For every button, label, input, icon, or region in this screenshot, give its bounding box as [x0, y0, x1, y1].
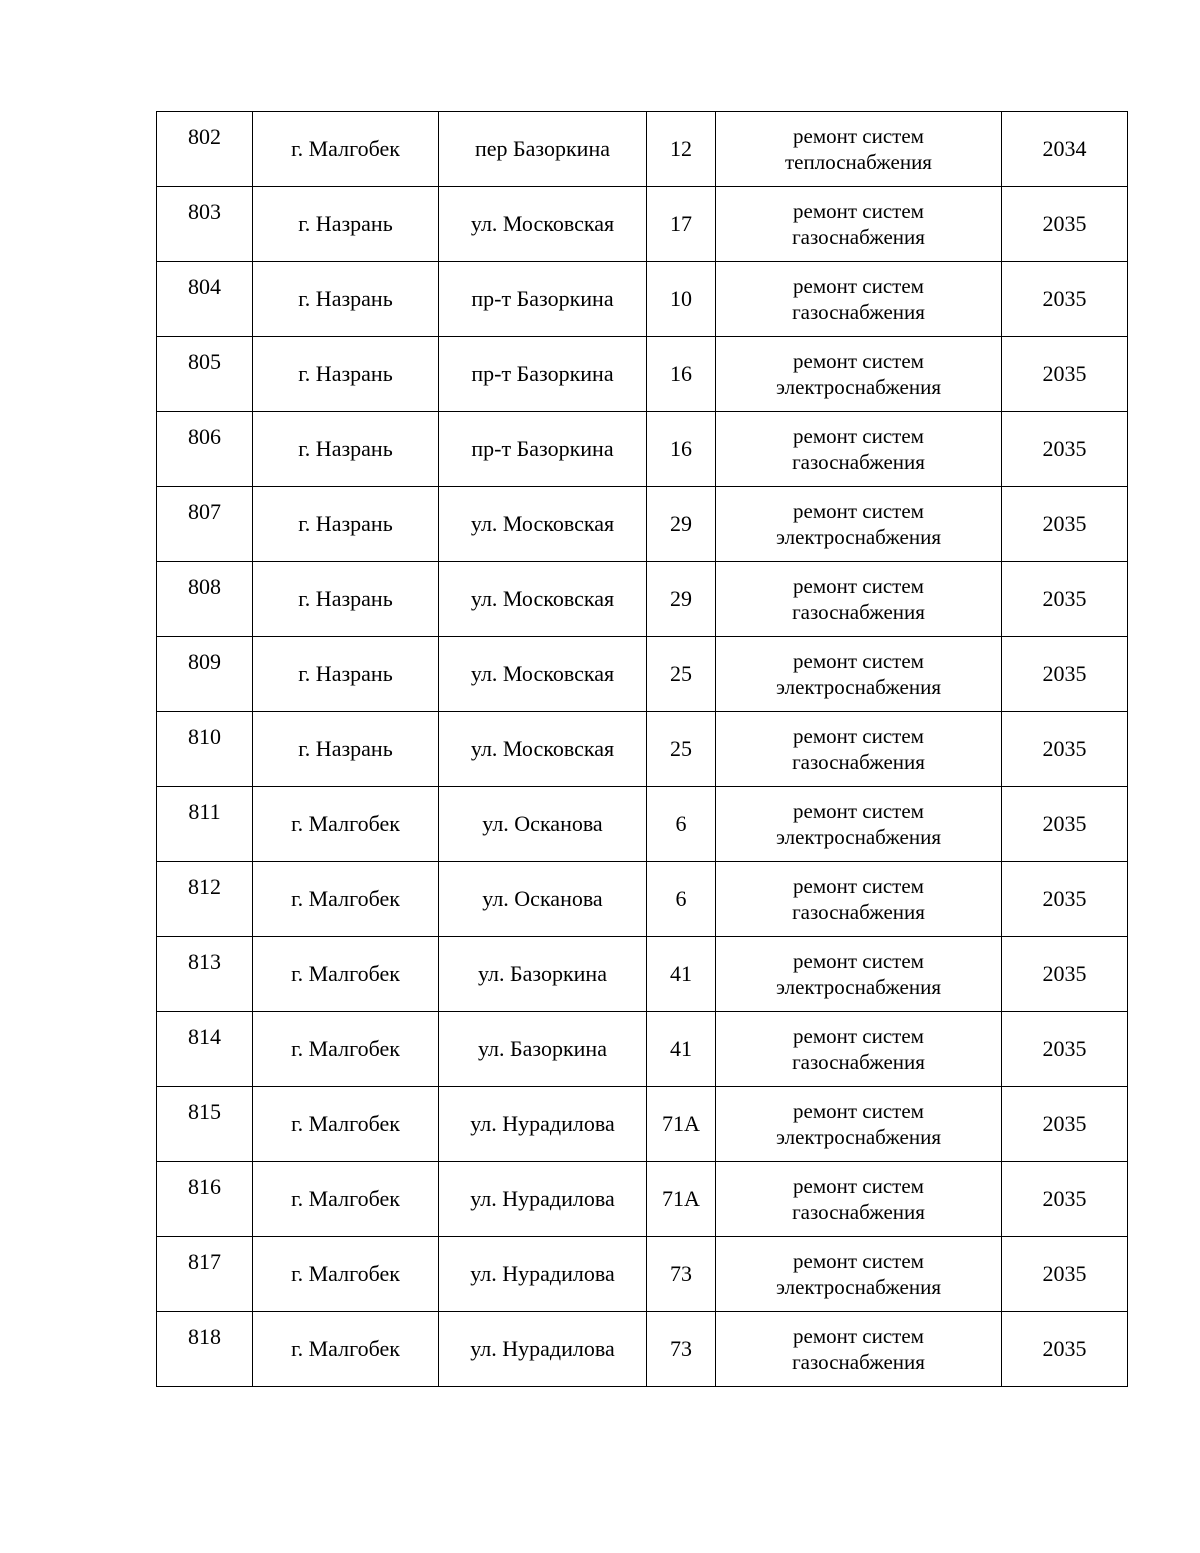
- house-number-cell: 16: [647, 412, 716, 487]
- row-number-cell: 811: [157, 787, 253, 862]
- street-cell: ул. Базоркина: [439, 1012, 647, 1087]
- street-cell: ул. Московская: [439, 562, 647, 637]
- city-cell: г. Малгобек: [253, 1162, 439, 1237]
- house-number-cell: 41: [647, 1012, 716, 1087]
- work-type-line: ремонт систем: [793, 1324, 924, 1348]
- row-number-cell: 806: [157, 412, 253, 487]
- work-type-cell: [716, 1312, 1002, 1387]
- year-cell: 2035: [1002, 1087, 1128, 1162]
- work-system-line: электроснабжения: [775, 525, 942, 549]
- city-cell: г. Назрань: [253, 412, 439, 487]
- street-cell: ул. Нурадилова: [439, 1312, 647, 1387]
- year-cell: 2035: [1002, 1237, 1128, 1312]
- work-system-line: теплоснабжения: [785, 150, 932, 174]
- work-system-line: газоснабжения: [792, 225, 925, 249]
- work-system-line: газоснабжения: [792, 750, 925, 774]
- house-number-cell: 12: [647, 112, 716, 187]
- work-type-cell: [716, 637, 1002, 712]
- street-cell: ул. Московская: [439, 487, 647, 562]
- work-type-cell: [716, 787, 1002, 862]
- year-cell: 2035: [1002, 1012, 1128, 1087]
- work-system-line: газоснабжения: [792, 900, 925, 924]
- table-row: [157, 412, 1128, 487]
- year-cell: 2035: [1002, 412, 1128, 487]
- table-row: [157, 787, 1128, 862]
- city-cell: г. Малгобек: [253, 1087, 439, 1162]
- work-system-line: газоснабжения: [792, 1050, 925, 1074]
- work-system-line: газоснабжения: [792, 600, 925, 624]
- table-row: [157, 712, 1128, 787]
- work-type-line: ремонт систем: [793, 1249, 924, 1273]
- street-cell: ул. Нурадилова: [439, 1162, 647, 1237]
- row-number-cell: 802: [157, 112, 253, 187]
- work-type-cell: [716, 562, 1002, 637]
- row-number-cell: 815: [157, 1087, 253, 1162]
- table-row: [157, 1087, 1128, 1162]
- table-row: [157, 1237, 1128, 1312]
- work-type-line: ремонт систем: [793, 949, 924, 973]
- table-row: [157, 262, 1128, 337]
- work-system-line: электроснабжения: [775, 675, 942, 699]
- house-number-cell: 29: [647, 487, 716, 562]
- street-cell: ул. Московская: [439, 712, 647, 787]
- row-number-cell: 803: [157, 187, 253, 262]
- street-cell: пер Базоркина: [439, 112, 647, 187]
- house-number-cell: 25: [647, 637, 716, 712]
- row-number-cell: 818: [157, 1312, 253, 1387]
- work-type-line: ремонт систем: [793, 649, 924, 673]
- work-type-line: ремонт систем: [793, 574, 924, 598]
- street-cell: ул. Осканова: [439, 862, 647, 937]
- street-cell: ул. Нурадилова: [439, 1087, 647, 1162]
- repair-schedule-table: [156, 111, 1128, 1387]
- year-cell: 2035: [1002, 337, 1128, 412]
- year-cell: 2035: [1002, 1162, 1128, 1237]
- work-type-cell: [716, 1012, 1002, 1087]
- house-number-cell: 41: [647, 937, 716, 1012]
- work-type-line: ремонт систем: [793, 1024, 924, 1048]
- year-cell: 2035: [1002, 637, 1128, 712]
- work-system-line: электроснабжения: [775, 825, 942, 849]
- work-type-line: ремонт систем: [793, 499, 924, 523]
- work-type-line: ремонт систем: [793, 349, 924, 373]
- work-type-cell: [716, 937, 1002, 1012]
- year-cell: 2035: [1002, 712, 1128, 787]
- row-number-cell: 814: [157, 1012, 253, 1087]
- city-cell: г. Назрань: [253, 637, 439, 712]
- work-type-cell: [716, 862, 1002, 937]
- city-cell: г. Малгобек: [253, 1012, 439, 1087]
- work-type-cell: [716, 412, 1002, 487]
- city-cell: г. Малгобек: [253, 1312, 439, 1387]
- work-type-line: ремонт систем: [793, 1174, 924, 1198]
- table-row: [157, 637, 1128, 712]
- work-system-line: электроснабжения: [775, 975, 942, 999]
- row-number-cell: 809: [157, 637, 253, 712]
- house-number-cell: 25: [647, 712, 716, 787]
- house-number-cell: 16: [647, 337, 716, 412]
- house-number-cell: 29: [647, 562, 716, 637]
- city-cell: г. Назрань: [253, 562, 439, 637]
- work-type-line: ремонт систем: [793, 124, 924, 148]
- city-cell: г. Назрань: [253, 262, 439, 337]
- row-number-cell: 807: [157, 487, 253, 562]
- row-number-cell: 812: [157, 862, 253, 937]
- house-number-cell: 73: [647, 1237, 716, 1312]
- year-cell: 2035: [1002, 937, 1128, 1012]
- work-type-line: ремонт систем: [793, 799, 924, 823]
- work-type-line: ремонт систем: [793, 274, 924, 298]
- city-cell: г. Малгобек: [253, 1237, 439, 1312]
- work-type-line: ремонт систем: [793, 1099, 924, 1123]
- table-row: [157, 562, 1128, 637]
- table-row: [157, 1312, 1128, 1387]
- year-cell: 2035: [1002, 862, 1128, 937]
- row-number-cell: 813: [157, 937, 253, 1012]
- house-number-cell: 10: [647, 262, 716, 337]
- work-type-cell: [716, 112, 1002, 187]
- house-number-cell: 73: [647, 1312, 716, 1387]
- house-number-cell: 6: [647, 862, 716, 937]
- table-row: [157, 937, 1128, 1012]
- table-body: [157, 112, 1128, 1387]
- row-number-cell: 808: [157, 562, 253, 637]
- city-cell: г. Назрань: [253, 712, 439, 787]
- work-system-line: электроснабжения: [775, 375, 942, 399]
- year-cell: 2035: [1002, 562, 1128, 637]
- work-system-line: газоснабжения: [792, 1200, 925, 1224]
- year-cell: 2035: [1002, 187, 1128, 262]
- house-number-cell: 71А: [647, 1162, 716, 1237]
- city-cell: г. Назрань: [253, 187, 439, 262]
- work-type-cell: [716, 712, 1002, 787]
- table-row: [157, 1162, 1128, 1237]
- work-type-cell: [716, 1087, 1002, 1162]
- street-cell: пр-т Базоркина: [439, 337, 647, 412]
- city-cell: г. Малгобек: [253, 937, 439, 1012]
- work-type-cell: [716, 337, 1002, 412]
- city-cell: г. Назрань: [253, 487, 439, 562]
- row-number-cell: 810: [157, 712, 253, 787]
- house-number-cell: 6: [647, 787, 716, 862]
- year-cell: 2035: [1002, 1312, 1128, 1387]
- work-type-cell: [716, 1162, 1002, 1237]
- street-cell: ул. Московская: [439, 637, 647, 712]
- house-number-cell: 71А: [647, 1087, 716, 1162]
- table-row: [157, 337, 1128, 412]
- work-type-cell: [716, 262, 1002, 337]
- street-cell: пр-т Базоркина: [439, 412, 647, 487]
- work-system-line: газоснабжения: [792, 300, 925, 324]
- street-cell: ул. Нурадилова: [439, 1237, 647, 1312]
- work-type-line: ремонт систем: [793, 199, 924, 223]
- work-system-line: газоснабжения: [792, 450, 925, 474]
- city-cell: г. Назрань: [253, 337, 439, 412]
- street-cell: ул. Московская: [439, 187, 647, 262]
- house-number-cell: 17: [647, 187, 716, 262]
- table-row: [157, 187, 1128, 262]
- street-cell: пр-т Базоркина: [439, 262, 647, 337]
- work-type-cell: [716, 487, 1002, 562]
- work-type-line: ремонт систем: [793, 874, 924, 898]
- table-row: [157, 487, 1128, 562]
- row-number-cell: 817: [157, 1237, 253, 1312]
- street-cell: ул. Осканова: [439, 787, 647, 862]
- year-cell: 2034: [1002, 112, 1128, 187]
- work-system-line: электроснабжения: [775, 1125, 942, 1149]
- work-type-cell: [716, 1237, 1002, 1312]
- table-row: [157, 112, 1128, 187]
- year-cell: 2035: [1002, 787, 1128, 862]
- year-cell: 2035: [1002, 262, 1128, 337]
- work-system-line: электроснабжения: [775, 1275, 942, 1299]
- year-cell: 2035: [1002, 487, 1128, 562]
- table-row: [157, 1012, 1128, 1087]
- city-cell: г. Малгобек: [253, 112, 439, 187]
- table-row: [157, 862, 1128, 937]
- work-type-cell: [716, 187, 1002, 262]
- row-number-cell: 805: [157, 337, 253, 412]
- work-type-line: ремонт систем: [793, 424, 924, 448]
- row-number-cell: 804: [157, 262, 253, 337]
- row-number-cell: 816: [157, 1162, 253, 1237]
- city-cell: г. Малгобек: [253, 862, 439, 937]
- street-cell: ул. Базоркина: [439, 937, 647, 1012]
- city-cell: г. Малгобек: [253, 787, 439, 862]
- work-system-line: газоснабжения: [792, 1350, 925, 1374]
- work-type-line: ремонт систем: [793, 724, 924, 748]
